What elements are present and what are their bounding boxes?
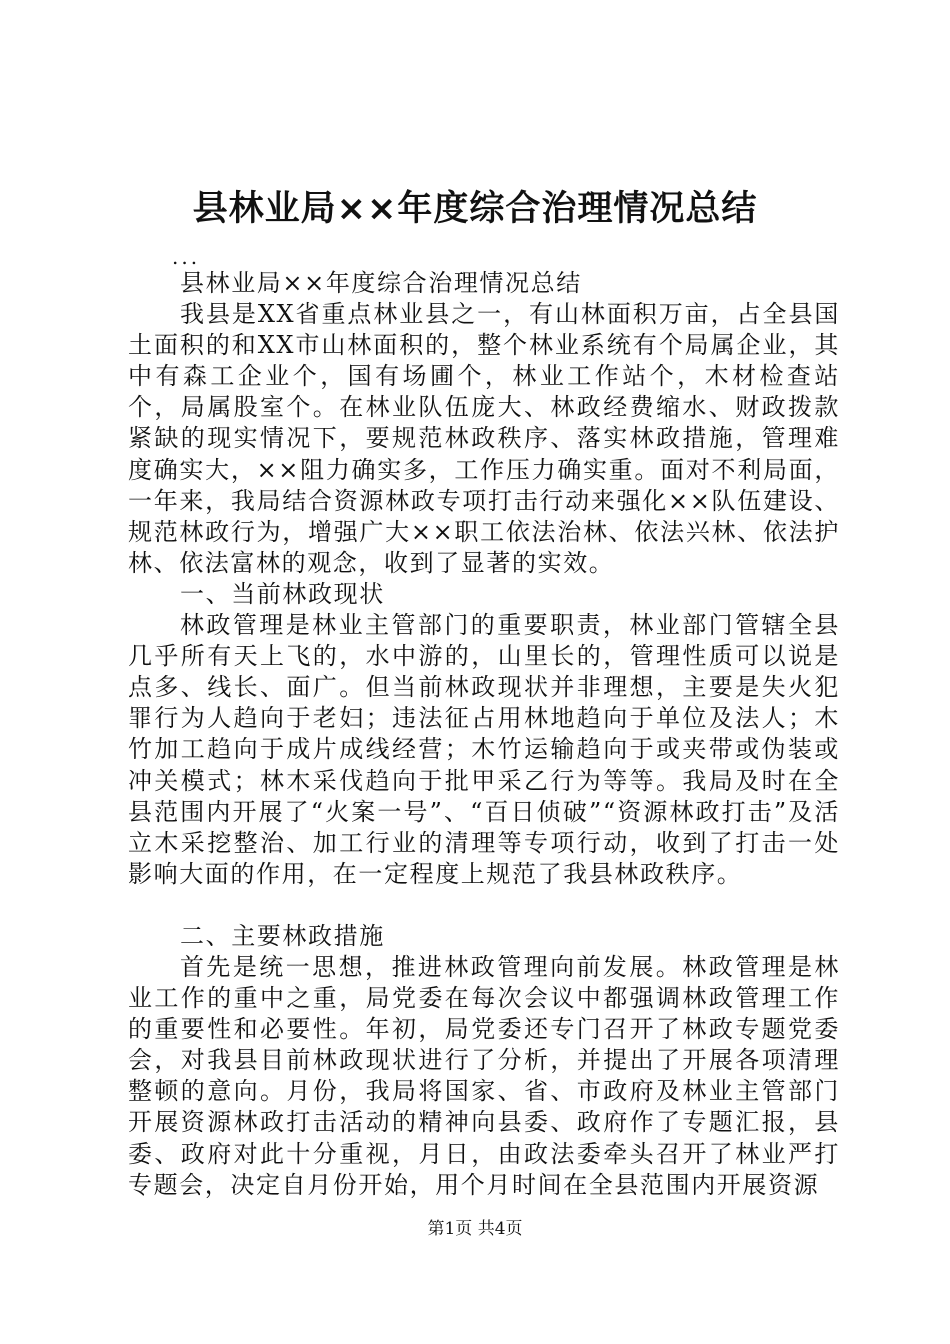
document-title: 县林业局××年度综合治理情况总结 bbox=[192, 189, 758, 229]
page-number-footer: 第1页 共4页 bbox=[427, 1219, 523, 1239]
paragraph-spacer bbox=[128, 890, 840, 921]
section-heading-current-status: 一、当前林政现状 bbox=[180, 579, 385, 608]
section-heading-main-measures: 二、主要林政措施 bbox=[180, 921, 385, 950]
document-body bbox=[128, 246, 840, 1201]
paragraph-main-measures: 首先是统一思想，推进林政管理向前发展。林政管理是林业工作的重中之重，局党委在每次会议中都强调林政管理工作的重要性和必要性。年初，局党委还专门召开了林政专题党委会，对我县目前林政现状进行了分析，并提出了开展各项清理整顿的意向。月份，我局将国家、省、市政府及林业主管部门开展资源林政打击活动的精神向县委、政府作了专题汇报，县委、政府对此十分重视，月日，由政法委牵头召开了林业严打专题会，决定自月份开始，用个月时间在全县范围内开展资源 bbox=[128, 952, 840, 1199]
ellipsis-marker: ... bbox=[172, 245, 201, 269]
paragraph-current-status: 林政管理是林业主管部门的重要职责，林业部门管辖全县几乎所有天上飞的，水中游的，山里长的，管理性质可以说是点多、线长、面广。但当前林政现状并非理想，主要是失火犯罪行为人趋向于老妇；违法征占用林地趋向于单位及法人；木竹加工趋向于成片成线经营；木竹运输趋向于或夹带或伪装或冲关模式；林木采伐趋向于批甲采乙行为等等。我局及时在全县范围内开展了“火案一号”、“百日侦破”“资源林政打击”及活立木采挖整治、加工行业的清理等专项行动，收到了打击一处影响大面的作用，在一定程度上规范了我县林政秩序。 bbox=[128, 611, 840, 888]
paragraph-intro: 我县是XX省重点林业县之一，有山林面积万亩，占全县国土面积的和XX市山林面积的，整个林业系统有个局属企业，其中有森工企业个，国有场圃个，林业工作站个，木材检查站个，局属股室个。在林业队伍庞大、林政经费缩水、财政拨款紧缺的现实情况下，要规范林政秩序、落实林政措施，管理难度确实大，××阻力确实多，工作压力确实重。面对不利局面，一年来，我局结合资源林政专项打击行动来强化××队伍建设、规范林政行为，增强广大××职工依法治林、依法兴林、依法护林、依法富林的观念，收到了显著的实效。 bbox=[128, 300, 840, 577]
document-subtitle: 县林业局××年度综合治理情况总结 bbox=[180, 269, 582, 297]
